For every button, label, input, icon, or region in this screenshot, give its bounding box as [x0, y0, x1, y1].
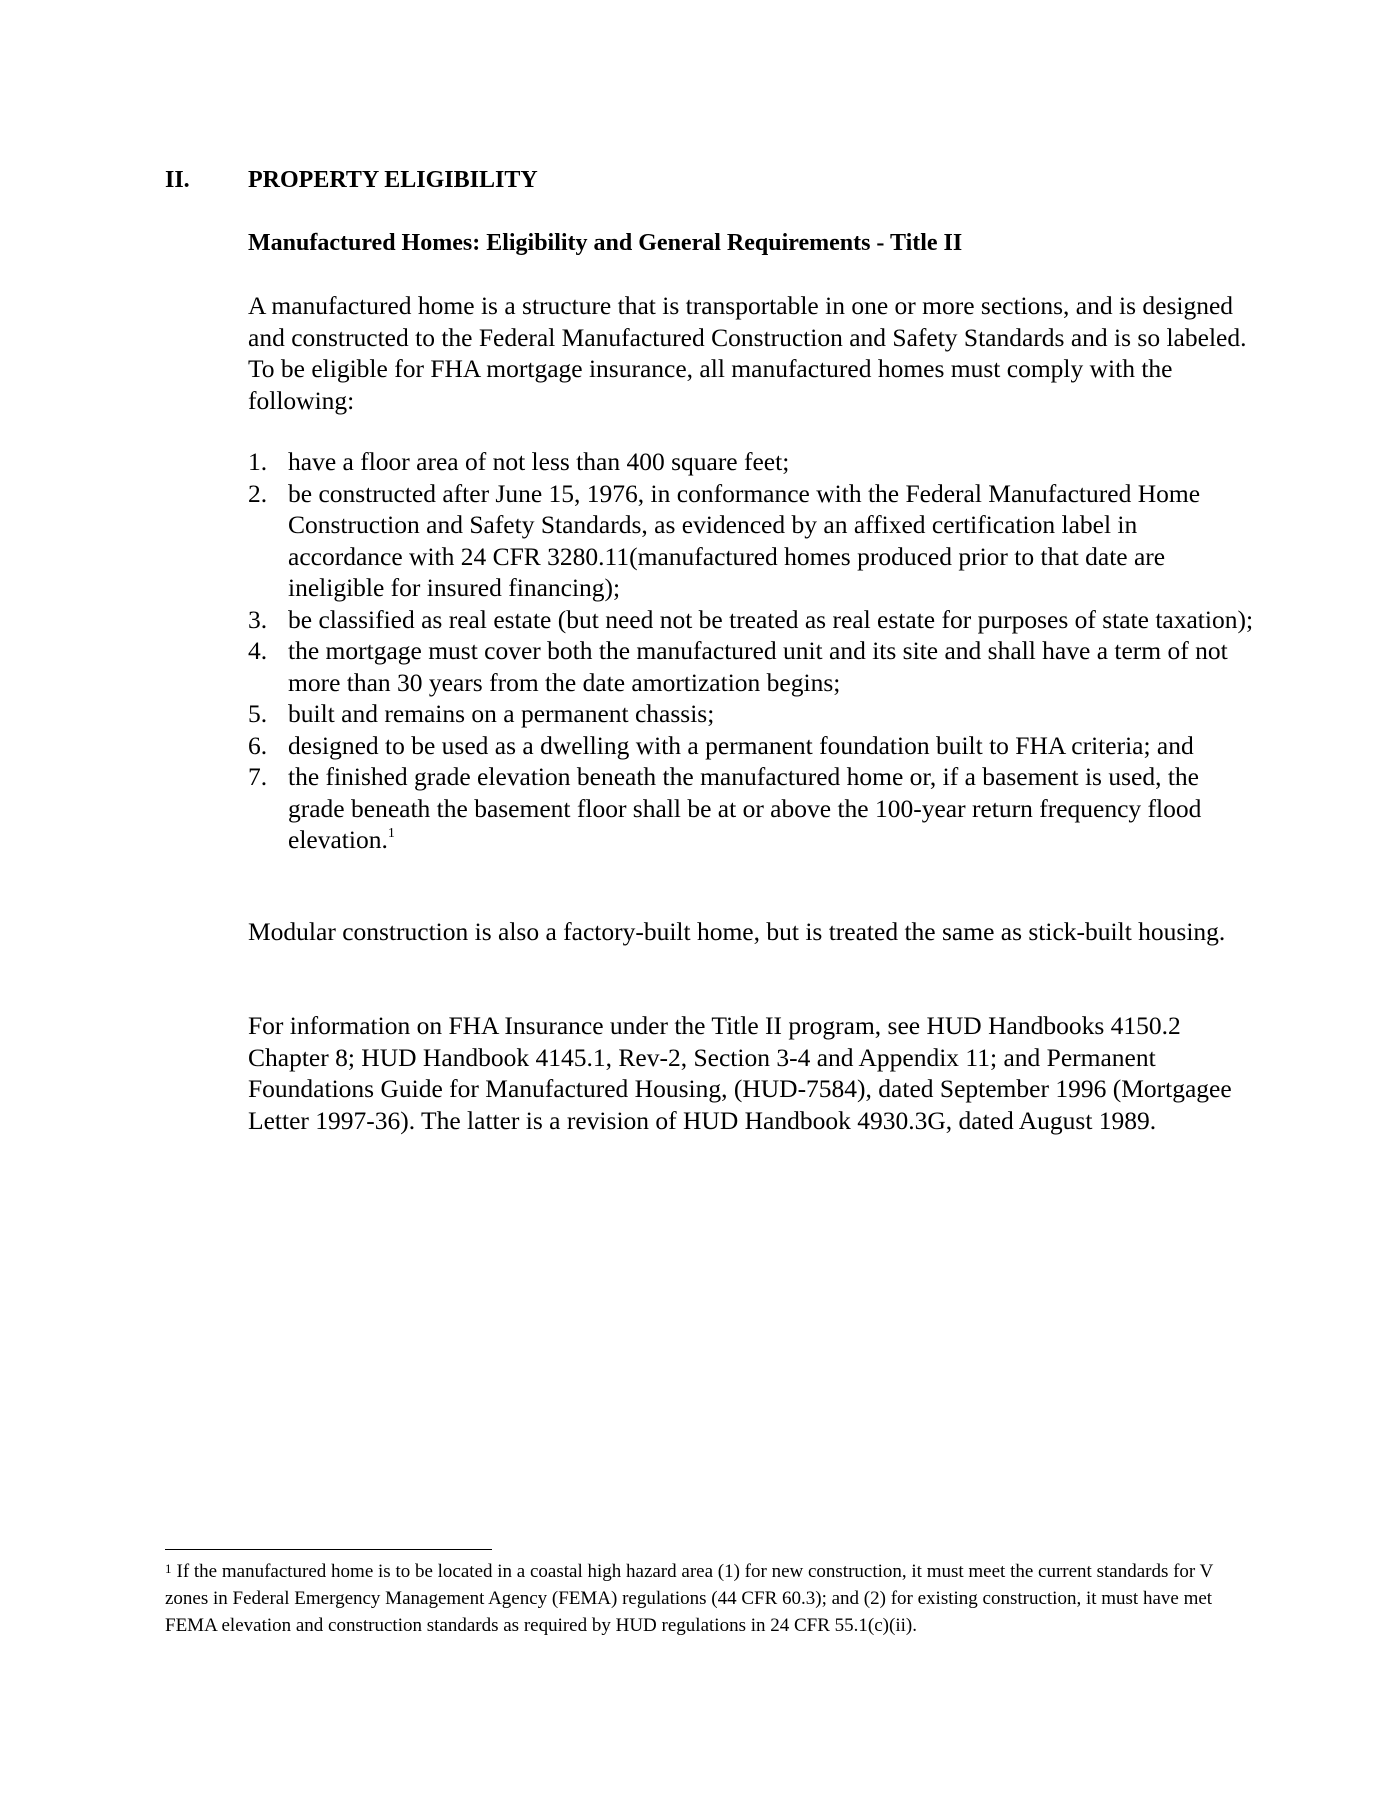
section-number: II. — [165, 167, 190, 193]
list-item — [248, 730, 1258, 762]
list-item-number: 2. — [248, 478, 268, 508]
subheading: Manufactured Homes: Eligibility and General Requirements - Title II — [248, 230, 963, 256]
info-paragraph: For information on FHA Insurance under the Title II program, see HUD Handbooks 4150.2 Chapter 8; HUD Handbook 4145.1, Rev-2, Section 3-4 and Appendix 11; and Permanent Foundations Guide for Manufactured Housing, (HUD-7584), dated September 1996 (Mortgagee Letter 1997-36). The latter is a revision of HUD Handbook 4930.3G, dated August 1989. — [248, 1011, 1232, 1135]
list-item-text: built and remains on a permanent chassis; — [288, 699, 715, 728]
requirements-list — [248, 446, 1258, 856]
list-item — [248, 698, 1258, 730]
footnote-marker: 1 — [165, 1561, 172, 1576]
intro-paragraph: A manufactured home is a structure that is transportable in one or more sections, and is designed and constructed to the Federal Manufactured Construction and Safety Standards and is so labeled. To be eligible for FHA mortgage insurance, all manufactured homes must comply with the following: — [248, 291, 1247, 415]
list-item-text: have a floor area of not less than 400 square feet; — [288, 447, 790, 476]
list-item-number: 6. — [248, 730, 268, 760]
list-item — [248, 761, 1258, 856]
list-item-number: 5. — [248, 699, 268, 728]
footnote-reference[interactable]: 1 — [387, 826, 395, 841]
list-item-number: 7. — [248, 762, 268, 791]
list-item-text: the mortgage must cover both the manufactured unit and its site and shall have a term of not more than 30 years from the date amortization begins; — [288, 636, 1228, 697]
list-item-text: designed to be used as a dwelling with a permanent foundation built to FHA criteria; and — [288, 730, 1194, 760]
list-item — [248, 446, 1258, 478]
list-item — [248, 604, 1258, 636]
modular-paragraph: Modular construction is also a factory-built home, but is treated the same as stick-built housing. — [248, 917, 1226, 946]
list-item — [248, 635, 1258, 698]
footnote-text: If the manufactured home is to be located in a coastal high hazard area (1) for new construction, it must meet the current standards for V zones in Federal Emergency Management Agency (FEMA) regulations (44 CFR 60.3); and (2) for existing construction, it must have met FEMA elevation and construction standards as required by HUD regulations in 24 CFR 55.1(c)(ii). — [165, 1561, 1214, 1636]
list-item-number: 1. — [248, 447, 268, 476]
section-title: PROPERTY ELIGIBILITY — [248, 167, 538, 193]
list-item — [248, 478, 1258, 604]
list-item-text: the finished grade elevation beneath the manufactured home or, if a basement is used, the grade beneath the basement floor shall be at or above the 100-year return frequency flood elevation. — [288, 762, 1202, 854]
list-item-number: 4. — [248, 636, 268, 665]
footnote-divider — [165, 1549, 492, 1550]
list-item-number: 3. — [248, 604, 268, 634]
footnote — [165, 1558, 1240, 1639]
list-item-text: be constructed after June 15, 1976, in conformance with the Federal Manufactured Home Construction and Safety Standards, as evidenced by an affixed certification label in accordance with 24 CFR 3280.11(manufactured homes produced prior to that date are ineligible for insured financing); — [288, 478, 1201, 602]
list-item-text: be classified as real estate (but need not be treated as real estate for purposes of state taxation); — [288, 604, 1254, 634]
